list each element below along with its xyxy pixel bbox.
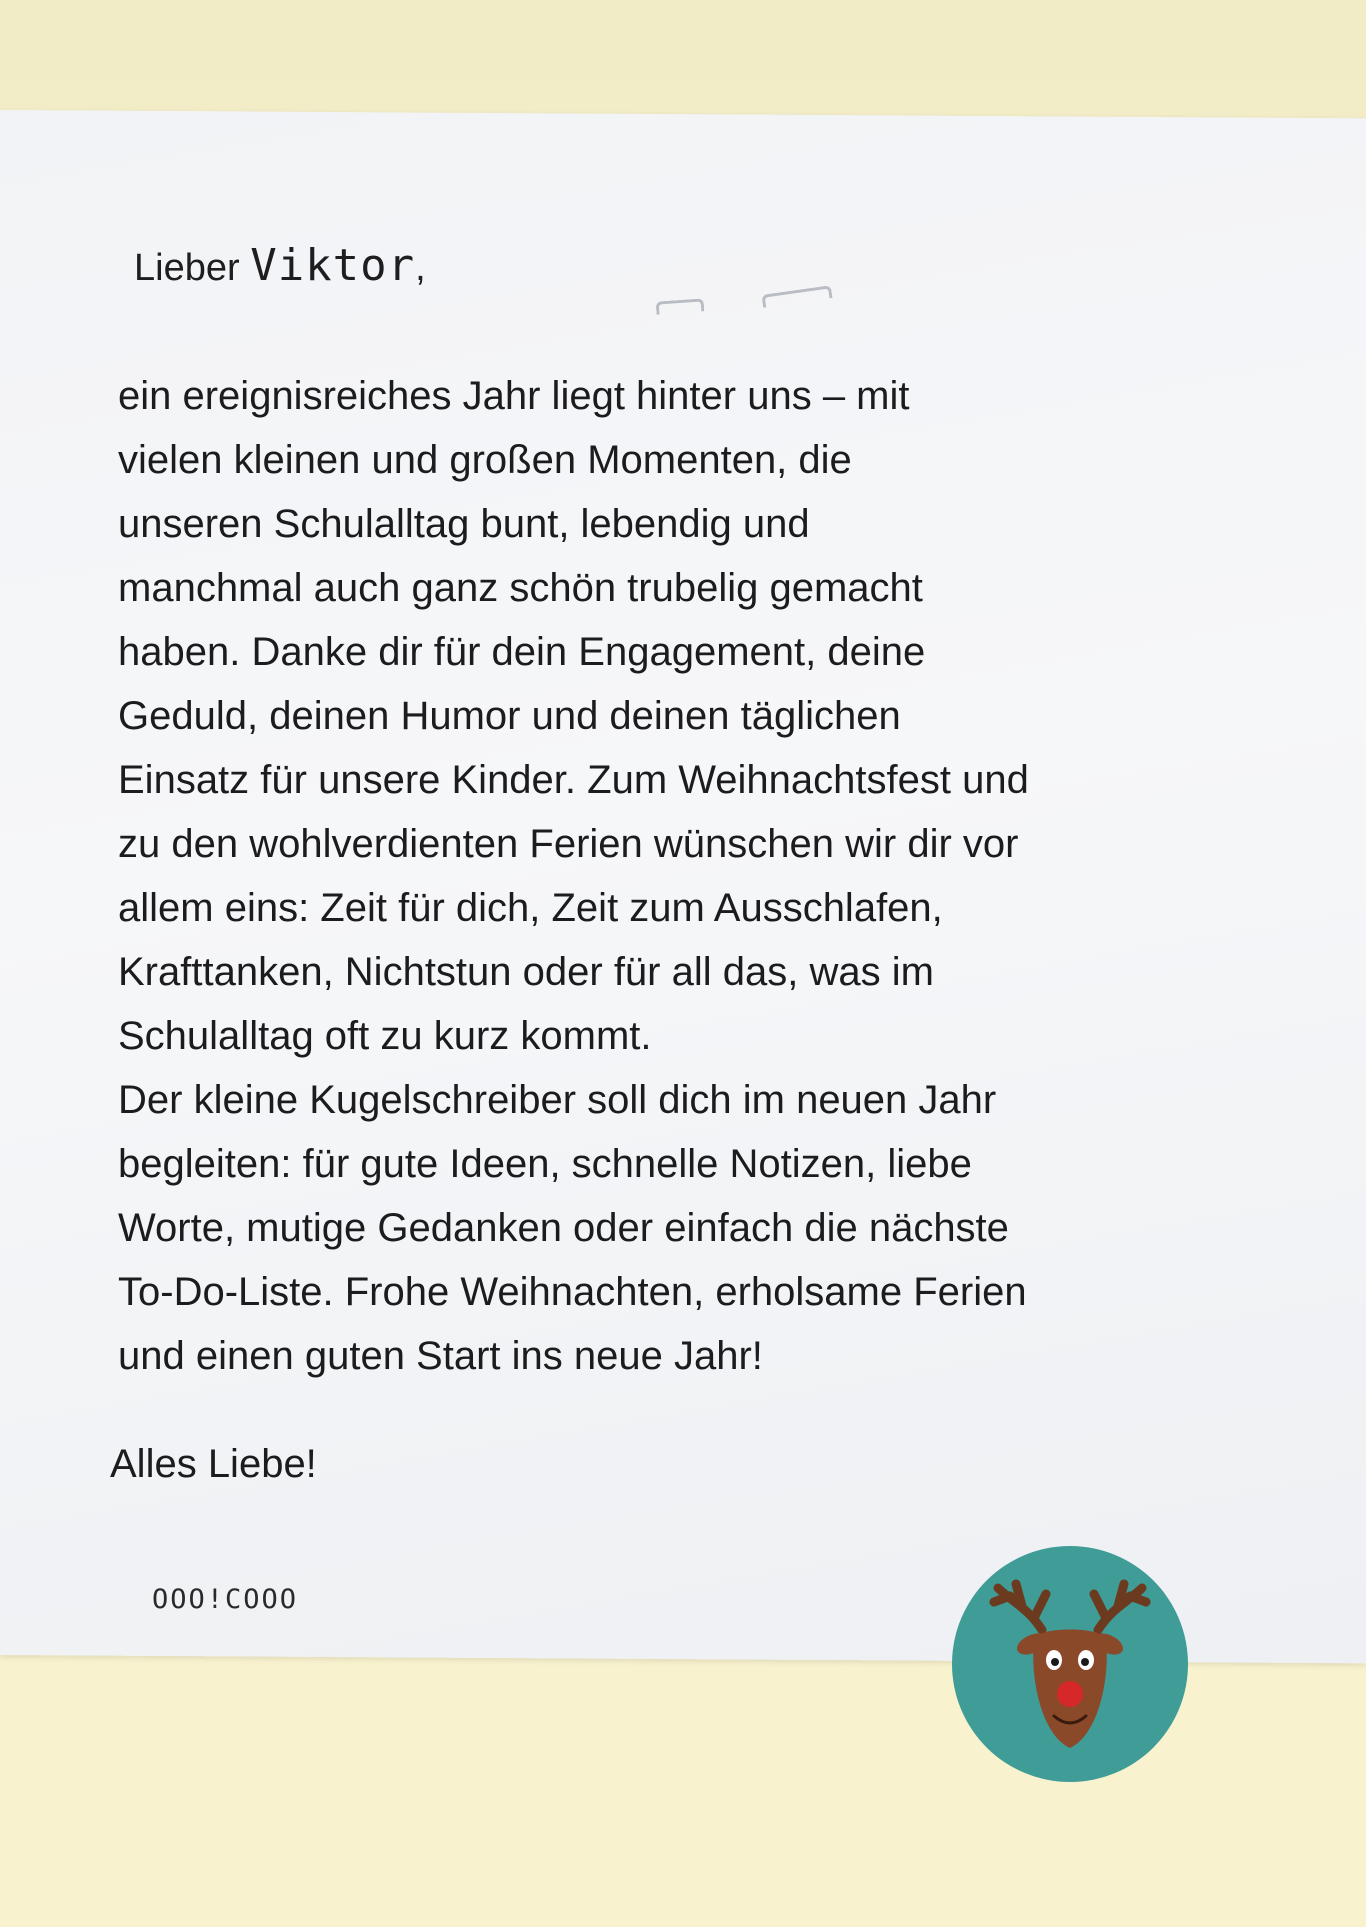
reindeer-nose — [1057, 1681, 1083, 1707]
letter-greeting — [134, 240, 426, 291]
body-line: begleiten: für gute Ideen, schnelle Notizen, liebe — [118, 1142, 972, 1186]
body-line: Geduld, deinen Humor und deinen täglichen — [118, 694, 901, 738]
body-line: Einsatz für unsere Kinder. Zum Weihnachtsfest und — [118, 758, 1029, 802]
body-line: To-Do-Liste. Frohe Weihnachten, erholsame Ferien — [118, 1270, 1027, 1314]
greeting-comma: , — [415, 247, 426, 289]
body-line: Worte, mutige Gedanken oder einfach die nächste — [118, 1206, 1009, 1250]
reindeer-icon — [950, 1544, 1190, 1784]
body-line: zu den wohlverdienten Ferien wünschen wir dir vor — [118, 822, 1019, 866]
reindeer-sticker — [950, 1544, 1190, 1784]
body-line: vielen kleinen und großen Momenten, die — [118, 438, 852, 482]
recipient-name: Viktor — [250, 240, 416, 291]
body-line: Schulalltag oft zu kurz kommt. — [118, 1014, 652, 1058]
body-line: Krafttanken, Nichtstun oder für all das, was im — [118, 950, 934, 994]
body-line: allem eins: Zeit für dich, Zeit zum Ausschlafen, — [118, 886, 943, 930]
letter-closing: Alles Liebe! — [110, 1442, 317, 1486]
body-line: ein ereignisreiches Jahr liegt hinter uns – mit — [118, 374, 910, 418]
body-line: haben. Danke dir für dein Engagement, deine — [118, 630, 926, 674]
body-line: Der kleine Kugelschreiber soll dich im neuen Jahr — [118, 1078, 997, 1122]
body-line: manchmal auch ganz schön trubelig gemacht — [118, 566, 923, 610]
body-line: unseren Schulalltag bunt, lebendig und — [118, 502, 810, 546]
letter-body — [118, 364, 1238, 1388]
body-line: und einen guten Start ins neue Jahr! — [118, 1334, 763, 1378]
printed-code: OOO!COOO — [152, 1584, 299, 1615]
salutation: Lieber — [134, 247, 240, 289]
